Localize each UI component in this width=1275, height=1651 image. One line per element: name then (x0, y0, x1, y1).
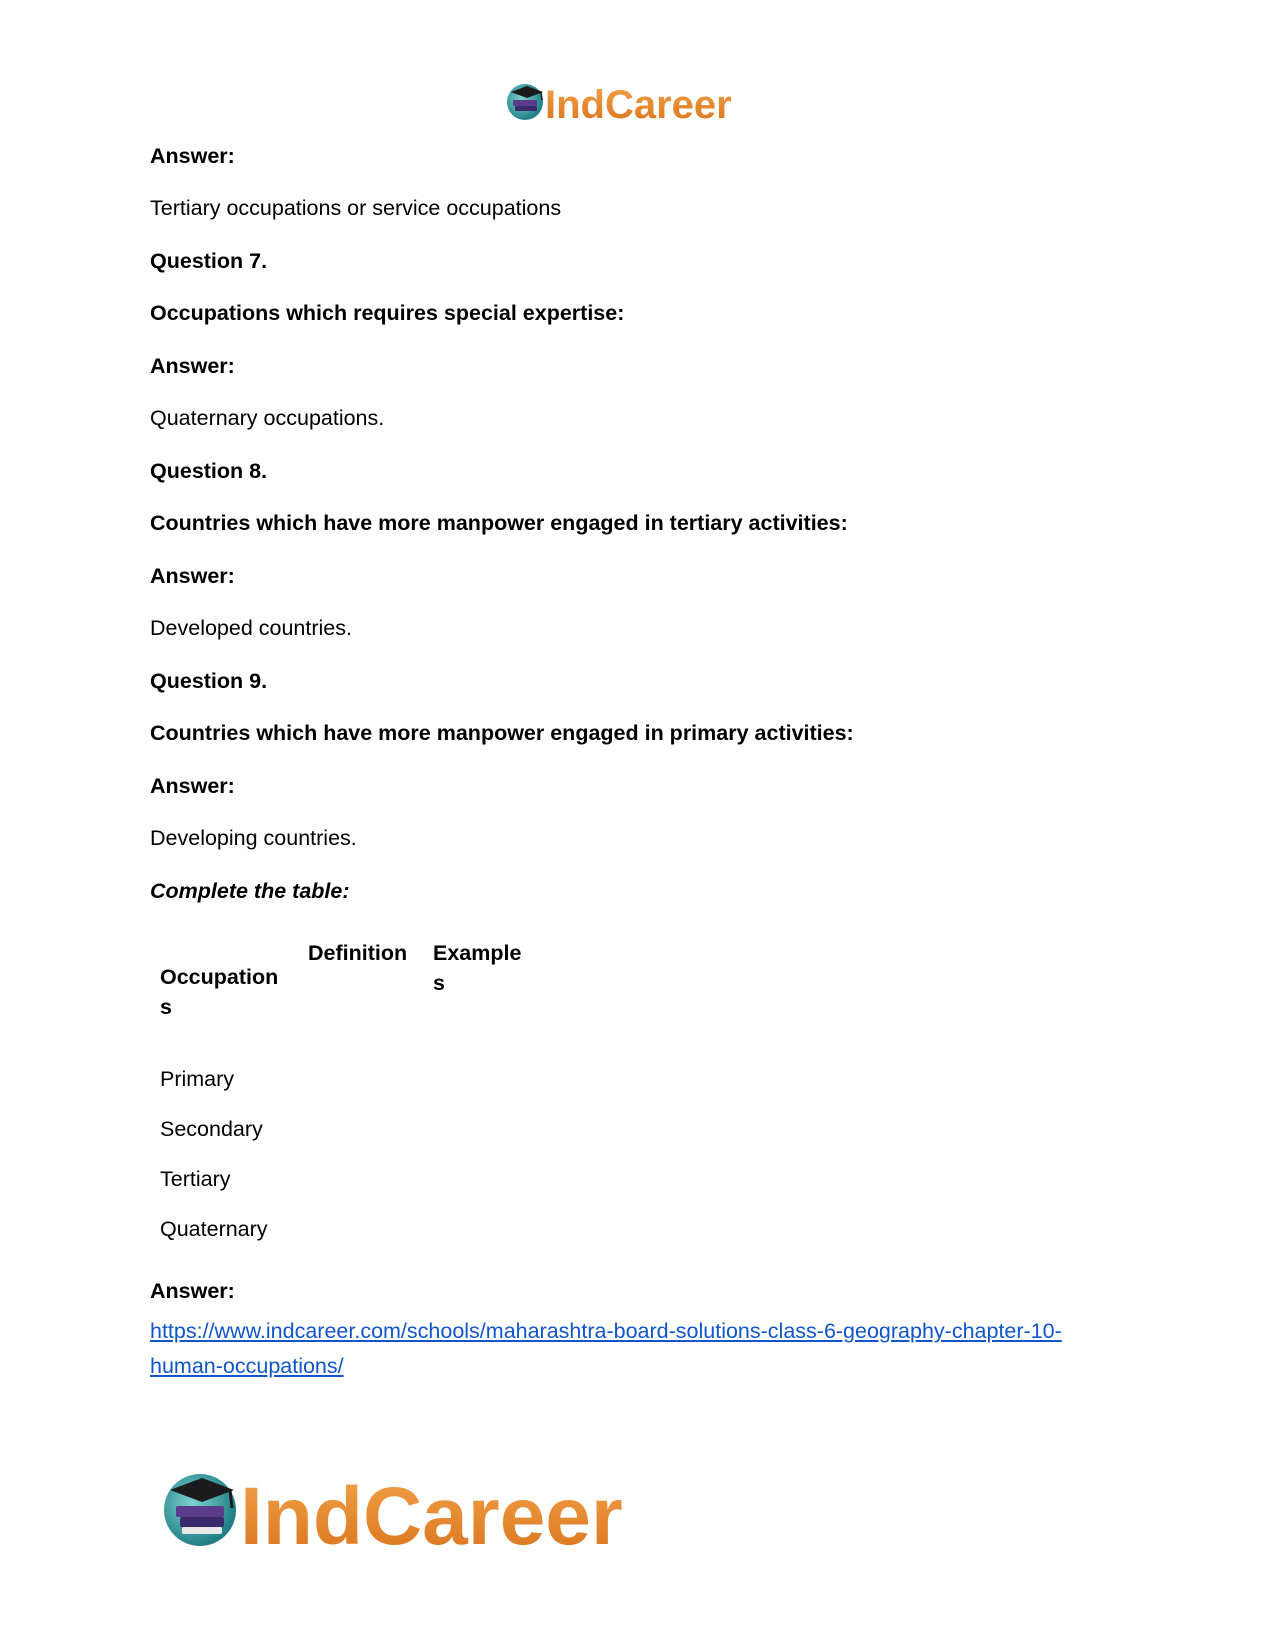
table-instruction: Complete the table: (150, 879, 350, 903)
answer-text: Quaternary occupations. (150, 406, 385, 430)
table-header-examples (433, 938, 521, 998)
table-header-definition: Definition (308, 941, 408, 965)
answer-label: Answer: (150, 144, 235, 168)
logo-wordmark: IndCareer (545, 83, 732, 127)
globe-books-icon (164, 1474, 236, 1546)
header-text-line: Example (433, 941, 522, 965)
answer-text: Developed countries. (150, 616, 352, 640)
header-text-line: s (433, 971, 445, 995)
indcareer-logo-bottom (160, 1468, 720, 1556)
question-number: Question 8. (150, 459, 268, 483)
solution-link-continued[interactable]: human-occupations/ (150, 1354, 344, 1378)
globe-books-icon (507, 84, 543, 120)
indcareer-logo-top (503, 80, 773, 128)
table-header-occupations (160, 962, 278, 1022)
question-number: Question 9. (150, 669, 268, 693)
table-row-occupation: Secondary (160, 1117, 263, 1141)
logo-wordmark: IndCareer (240, 1471, 623, 1556)
table-row-occupation: Primary (160, 1067, 235, 1091)
question-text: Countries which have more manpower engaged in tertiary activities: (150, 511, 848, 535)
table-row-occupation: Tertiary (160, 1167, 231, 1191)
answer-label: Answer: (150, 774, 235, 798)
solution-link[interactable]: https://www.indcareer.com/schools/maharashtra-board-solutions-class-6-geography-chapter-10- (150, 1319, 1062, 1343)
answer-text: Developing countries. (150, 826, 357, 850)
question-text: Occupations which requires special expertise: (150, 301, 625, 325)
answer-label: Answer: (150, 354, 235, 378)
answer-label: Answer: (150, 1279, 235, 1303)
question-text: Countries which have more manpower engaged in primary activities: (150, 721, 854, 745)
table-row-occupation: Quaternary (160, 1217, 268, 1241)
header-text-line: Occupation (160, 965, 279, 989)
answer-label: Answer: (150, 564, 235, 588)
header-text-line: s (160, 995, 172, 1019)
answer-text: Tertiary occupations or service occupations (150, 196, 562, 220)
question-number: Question 7. (150, 249, 268, 273)
